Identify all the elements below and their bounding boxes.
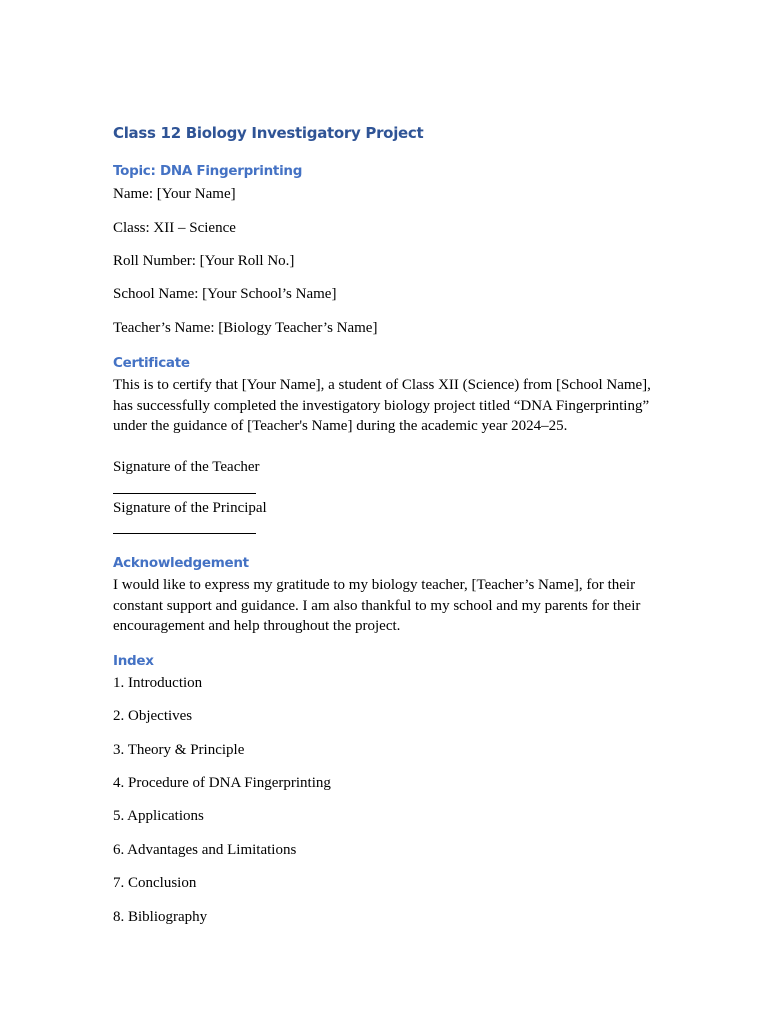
certificate-line: under the guidance of [Teacher's Name] during the academic year 2024–25. — [113, 418, 568, 434]
acknowledgement-paragraph — [113, 575, 673, 637]
document-title: Class 12 Biology Investigatory Project — [113, 124, 424, 142]
certificate-line: has successfully completed the investigatory biology project titled “DNA Fingerprinting” — [113, 397, 650, 414]
teacher-signature-label: Signature of the Teacher — [113, 459, 260, 475]
acknowledgement-line: I would like to express my gratitude to my biology teacher, [Teacher’s Name], for their — [113, 577, 636, 593]
acknowledgement-heading: Acknowledgement — [113, 555, 249, 571]
index-item: 4. Procedure of DNA Fingerprinting — [113, 775, 331, 791]
index-item: 6. Advantages and Limitations — [113, 842, 297, 858]
certificate-paragraph — [113, 375, 673, 437]
student-name-line: Name: [Your Name] — [113, 186, 236, 202]
index-item: 8. Bibliography — [113, 909, 208, 925]
teacher-name-line: Teacher’s Name: [Biology Teacher’s Name] — [113, 320, 378, 336]
teacher-signature-line — [113, 493, 256, 494]
acknowledgement-line: constant support and guidance. I am also thankful to my school and my parents for their — [113, 597, 641, 614]
school-name-line: School Name: [Your School’s Name] — [113, 286, 337, 302]
principal-signature-label: Signature of the Principal — [113, 500, 267, 516]
index-heading: Index — [113, 653, 154, 669]
index-item: 3. Theory & Principle — [113, 742, 245, 758]
index-item: 1. Introduction — [113, 675, 203, 691]
index-item: 5. Applications — [113, 808, 204, 824]
topic-heading: Topic: DNA Fingerprinting — [113, 163, 303, 179]
principal-signature-line — [113, 533, 256, 534]
class-line: Class: XII – Science — [113, 220, 236, 236]
index-item: 7. Conclusion — [113, 875, 197, 891]
certificate-line: This is to certify that [Your Name], a student of Class XII (Science) from [School Name], — [113, 377, 651, 393]
certificate-heading: Certificate — [113, 355, 190, 371]
index-item: 2. Objectives — [113, 708, 193, 724]
acknowledgement-line: encouragement and help throughout the project. — [113, 618, 401, 634]
roll-number-line: Roll Number: [Your Roll No.] — [113, 253, 295, 269]
